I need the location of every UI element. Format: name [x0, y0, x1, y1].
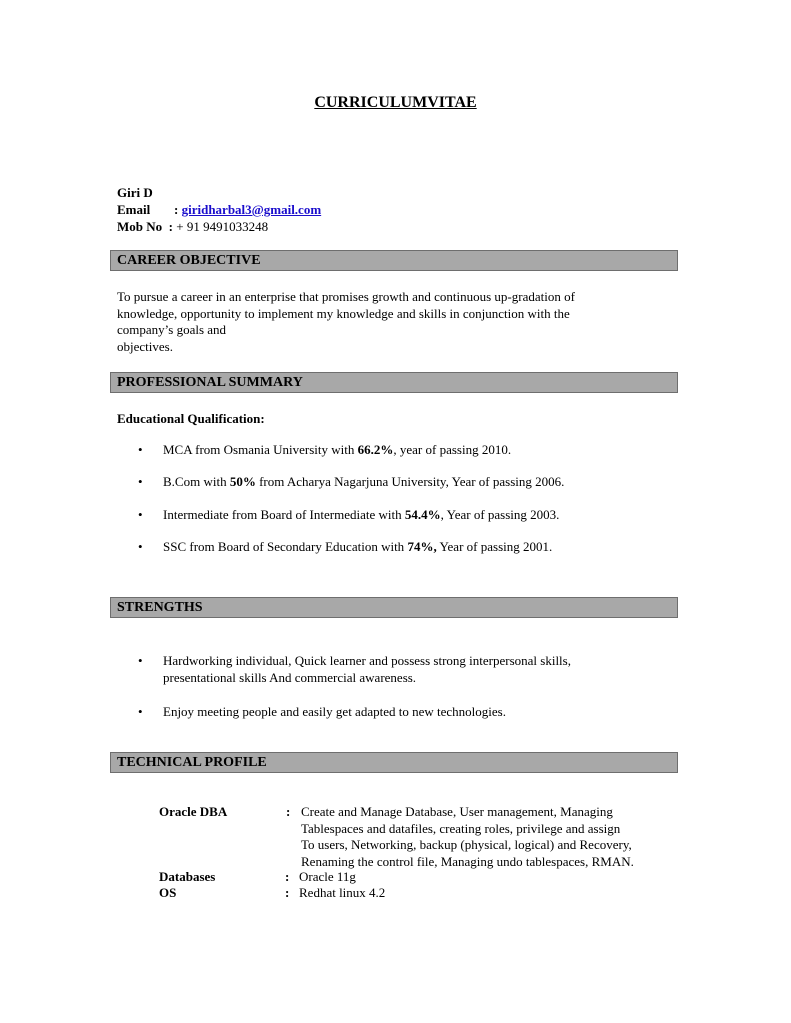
qualification-text: Intermediate from Board of Intermediate with [163, 507, 405, 522]
list-item [138, 704, 643, 721]
qualification-text: Year of passing 2001. [436, 539, 553, 554]
mobile-separator: : [168, 219, 173, 234]
strength-line: presentational skills And commercial awareness. [163, 669, 417, 685]
tech-colon: : [285, 885, 290, 900]
career-objective-line: knowledge, opportunity to implement my knowledge and skills in conjunction with the [117, 305, 570, 321]
bullet-icon: • [138, 704, 143, 719]
section-header-technical-profile: TECHNICAL PROFILE [110, 752, 678, 773]
bullet-icon: • [138, 539, 143, 554]
qualification-text: , year of passing 2010. [393, 442, 512, 457]
qualification-score: 74%, [407, 539, 437, 554]
tech-value-line: Tablespaces and datafiles, creating roles, privilege and assign [301, 820, 621, 836]
strength-line: Enjoy meeting people and easily get adapted to new technologies. [163, 704, 506, 719]
career-objective-line: company’s goals and [117, 322, 227, 337]
email-separator: : [174, 202, 179, 217]
section-header-strengths: STRENGTHS [110, 597, 678, 618]
qualification-score: 54.4% [404, 507, 441, 522]
tech-value-line: Redhat linux 4.2 [299, 885, 386, 900]
tech-key-label: Databases [159, 869, 216, 884]
mobile-row [117, 218, 321, 235]
tech-value [299, 885, 385, 902]
tech-separator [286, 804, 290, 821]
qualification-text: SSC from Board of Secondary Education with [163, 539, 408, 554]
qualification-text: MCA from Osmania University with [163, 442, 358, 457]
qualification-score: 50% [229, 474, 256, 489]
tech-value-line: Renaming the control file, Managing undo tablespaces, RMAN. [301, 853, 634, 869]
bullet-icon: • [138, 653, 143, 668]
section-header-professional-summary: PROFESSIONAL SUMMARY [110, 372, 678, 393]
tech-separator [285, 885, 289, 902]
tech-colon: : [285, 869, 290, 884]
email-label: Email [117, 202, 151, 217]
career-objective-line: To pursue a career in an enterprise that promises growth and continuous up-gradation of [117, 289, 575, 304]
qualification-text: B.Com with [163, 474, 230, 489]
list-item [138, 442, 643, 459]
qualification-text: , Year of passing 2003. [440, 507, 560, 522]
mobile-label: Mob No [117, 219, 163, 234]
qualification-score: 66.2% [357, 442, 394, 457]
candidate-name: Giri D [117, 185, 153, 200]
tech-key [159, 885, 176, 902]
tech-value-line: To users, Networking, backup (physical, logical) and Recovery, [301, 837, 632, 852]
educational-qualification-heading: Educational Qualification: [117, 411, 265, 426]
page-title: CURRICULUMVITAE [314, 94, 477, 111]
tech-key [159, 804, 227, 821]
qualification-text: from Acharya Nagarjuna University, Year of passing 2006. [255, 474, 565, 489]
tech-colon: : [286, 804, 291, 819]
mobile-number: + 91 9491033248 [176, 219, 269, 234]
contact-block [117, 184, 321, 235]
tech-key [159, 869, 215, 886]
bullet-icon: • [138, 507, 143, 522]
tech-separator [285, 869, 289, 886]
section-header-career-objective: CAREER OBJECTIVE [110, 250, 678, 271]
bullet-icon: • [138, 442, 143, 457]
email-row [117, 201, 321, 218]
list-item [138, 653, 643, 686]
career-objective-line: objectives. [117, 338, 173, 354]
tech-key-label: Oracle DBA [159, 804, 228, 819]
tech-value-line: Create and Manage Database, User management, Managing [301, 804, 613, 819]
tech-value [301, 804, 681, 870]
tech-value-line: Oracle 11g [299, 869, 356, 884]
career-objective-text [117, 289, 637, 355]
tech-key-label: OS [159, 885, 177, 900]
tech-value [299, 869, 356, 886]
bullet-icon: • [138, 474, 143, 489]
list-item [138, 474, 643, 491]
list-item [138, 507, 643, 524]
list-item [138, 539, 643, 556]
email-link[interactable]: giridharbal3@gmail.com [181, 202, 322, 217]
strength-line: Hardworking individual, Quick learner and possess strong interpersonal skills, [163, 653, 571, 668]
